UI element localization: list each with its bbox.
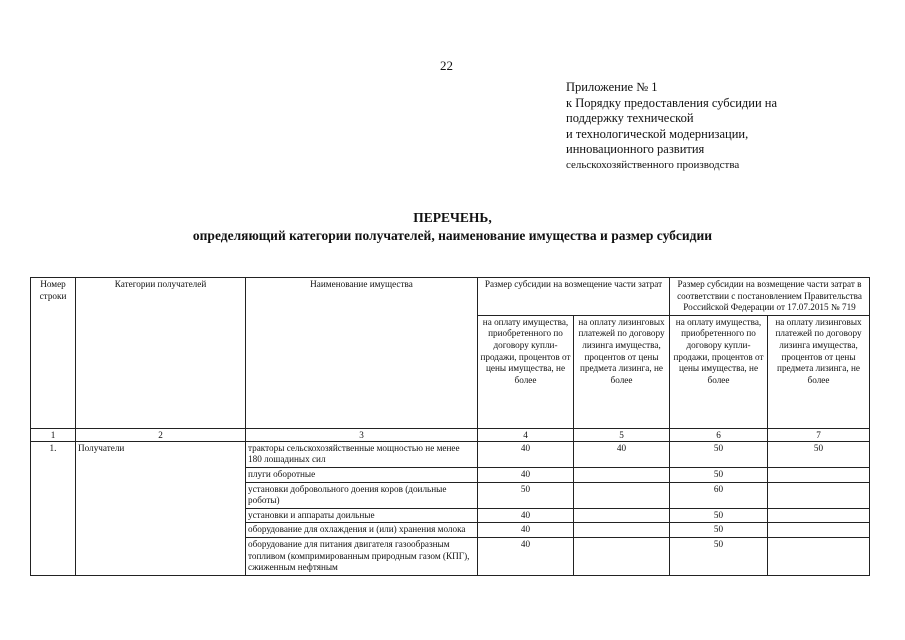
header-group-subsidy: Размер субсидии на возмещение части затрат: [478, 278, 670, 316]
page-number: 22: [440, 58, 453, 73]
appendix-line: и технологической модернизации,: [566, 126, 749, 141]
value-cell: [574, 523, 670, 538]
appendix-line: к Порядку предоставления субсидии на: [566, 95, 778, 110]
value-cell: [574, 537, 670, 575]
appendix-line: Приложение № 1: [566, 80, 658, 94]
value-cell: [768, 482, 870, 508]
value-cell: 40: [478, 523, 574, 538]
header-row-number: Номер строки: [31, 278, 76, 429]
value-cell: 50: [670, 537, 768, 575]
subheader-purchase: на оплату имущества, приобретенного по договору купли-продажи, процентов от цены имущества, не более: [478, 315, 574, 428]
value-cell: 50: [670, 523, 768, 538]
recipient-category: Получатели: [76, 441, 246, 575]
column-number: 4: [478, 428, 574, 441]
document-title: ПЕРЕЧЕНЬ,: [413, 210, 492, 225]
column-number: 6: [670, 428, 768, 441]
column-number: 3: [246, 428, 478, 441]
header-row: [31, 278, 870, 316]
value-cell: 50: [670, 441, 768, 467]
property-name: установки добровольного доения коров (доильные роботы): [246, 482, 478, 508]
subheader-leasing: на оплату лизинговых платежей по договору лизинга имущества, процентов от цены предмета лизинга, не более: [768, 315, 870, 428]
column-number: 5: [574, 428, 670, 441]
value-cell: [574, 482, 670, 508]
property-name: оборудование для питания двигателя газообразным топливом (компримированным природным газом (КПГ), сжиженным нефтяным: [246, 537, 478, 575]
appendix-line: поддержку технической: [566, 111, 694, 125]
value-cell: 40: [574, 441, 670, 467]
property-name: тракторы сельскохозяйственные мощностью не менее 180 лошадиных сил: [246, 441, 478, 467]
subsidy-table: [30, 277, 870, 576]
value-cell: 40: [478, 508, 574, 523]
value-cell: [768, 508, 870, 523]
value-cell: 40: [478, 467, 574, 482]
document-subtitle: определяющий категории получателей, наименование имущества и размер субсидии: [192, 228, 713, 243]
value-cell: 50: [768, 441, 870, 467]
value-cell: 50: [478, 482, 574, 508]
subheader-purchase: на оплату имущества, приобретенного по договору купли-продажи, процентов от цены имущества, не более: [670, 315, 768, 428]
row-number: 1.: [31, 441, 76, 575]
appendix-line: сельскохозяйственного производства: [566, 158, 740, 171]
header-property: Наименование имущества: [246, 278, 478, 429]
header-group-subsidy-719: Размер субсидии на возмещение части затрат в соответствии с постановлением Правительства Российской Федерации от 17.07.2015 № 719: [670, 278, 870, 316]
table-row: [31, 441, 870, 467]
property-name: установки и аппараты доильные: [246, 508, 478, 523]
value-cell: 60: [670, 482, 768, 508]
property-name: плуги оборотные: [246, 467, 478, 482]
column-number: 7: [768, 428, 870, 441]
appendix-block: [566, 80, 866, 173]
value-cell: 40: [478, 537, 574, 575]
value-cell: 50: [670, 467, 768, 482]
column-number: 2: [76, 428, 246, 441]
value-cell: [768, 523, 870, 538]
value-cell: [574, 467, 670, 482]
column-number: 1: [31, 428, 76, 441]
value-cell: 50: [670, 508, 768, 523]
subheader-leasing: на оплату лизинговых платежей по договору лизинга имущества, процентов от цены предмета лизинга, не более: [574, 315, 670, 428]
property-name: оборудование для охлаждения и (или) хранения молока: [246, 523, 478, 538]
value-cell: [768, 467, 870, 482]
value-cell: 40: [478, 441, 574, 467]
value-cell: [768, 537, 870, 575]
appendix-line: инновационного развития: [566, 142, 705, 156]
column-numbers-row: [31, 428, 870, 441]
header-categories: Категории получателей: [76, 278, 246, 429]
value-cell: [574, 508, 670, 523]
